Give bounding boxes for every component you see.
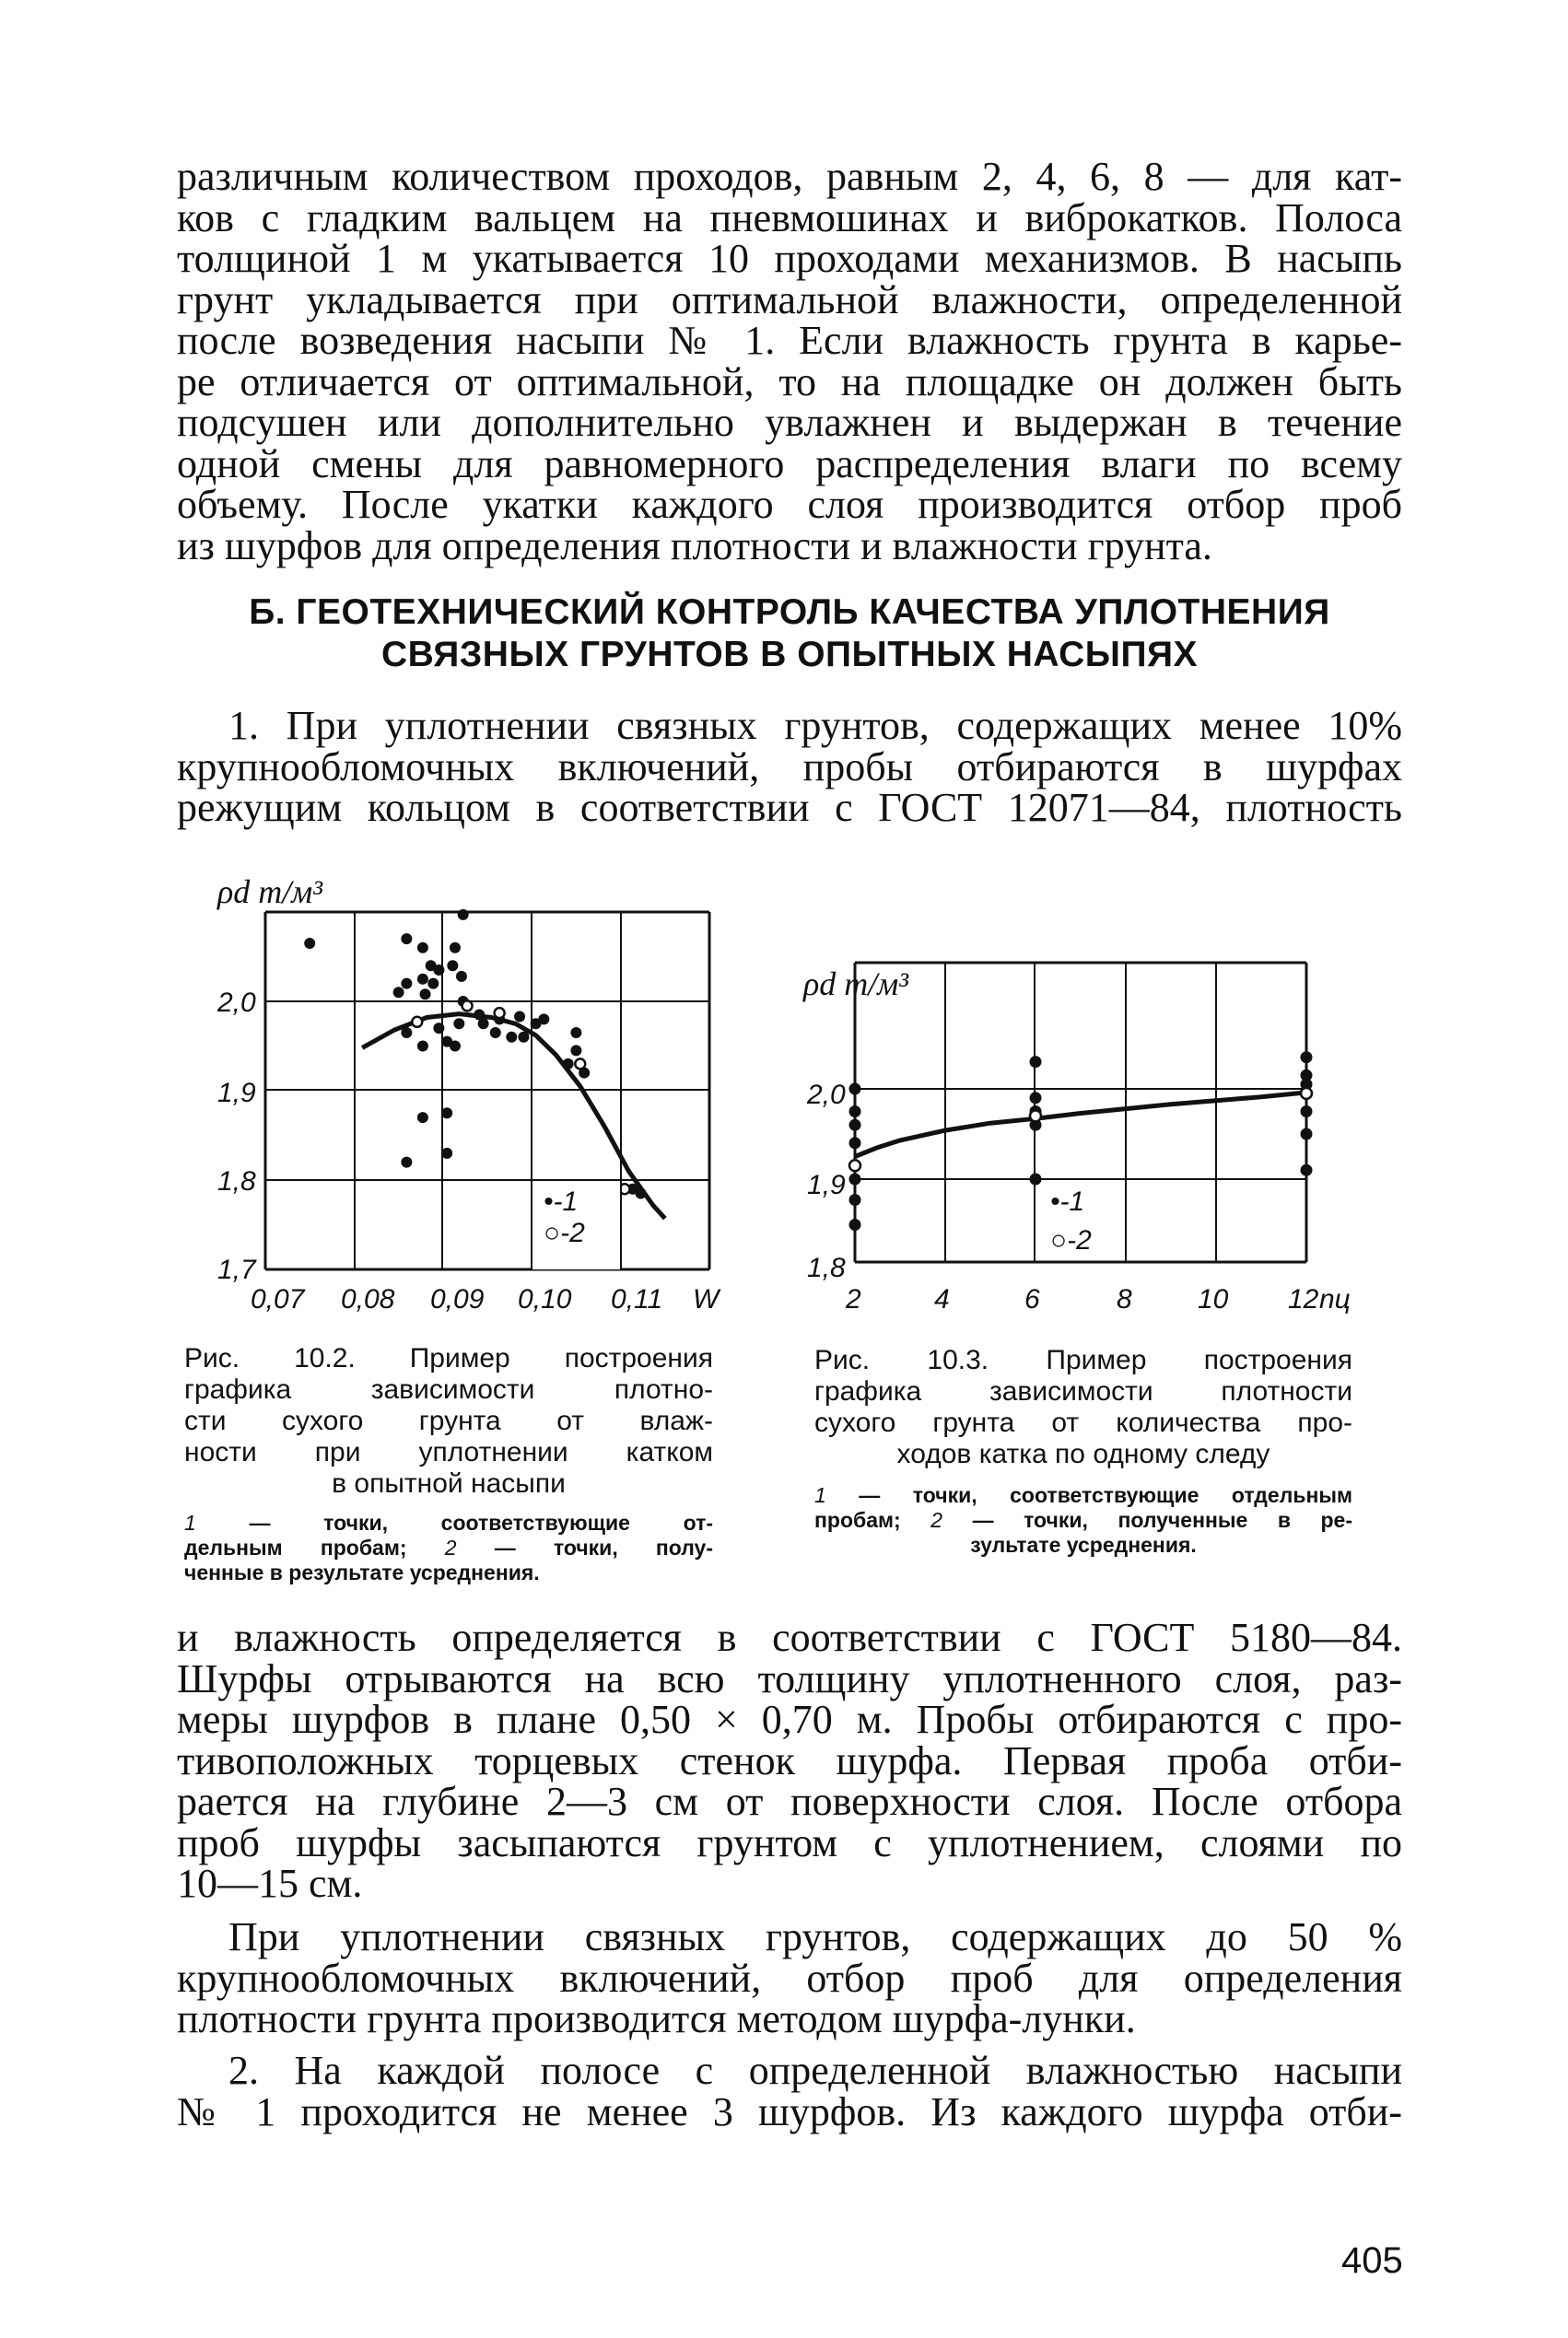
text-line: одной смены для равномерного распределения влаги по всему — [177, 440, 1402, 486]
legend-number: 2 — [444, 1536, 457, 1560]
y-tick-label: 1,7 — [217, 1255, 256, 1285]
caption-line: Рис. 10.2. Пример построения — [184, 1343, 713, 1374]
text-line: ре отличается от оптимальной, то на площадке он должен быть — [177, 358, 1402, 404]
caption-line: Рис. 10.3. Пример построения — [814, 1345, 1352, 1375]
x-tick-label: nц — [1319, 1284, 1351, 1315]
data-point-filled — [417, 942, 428, 953]
text-line: № 1 проходится не менее 3 шурфов. Из каждого шурфа отби- — [177, 2088, 1402, 2134]
data-point-filled — [849, 1194, 861, 1206]
data-point-filled — [427, 978, 439, 989]
note-line: зультате усреднения. — [970, 1533, 1197, 1557]
legend-number: 1 — [184, 1511, 196, 1535]
note-line — [814, 1508, 1352, 1533]
text-line: подсушен или дополнительно увлажнен и выдержан в течение — [177, 400, 1402, 445]
y-tick-label: 1,8 — [807, 1253, 846, 1283]
text-line: плотности грунта производится методом шурфа-лунки. — [177, 1996, 1136, 2041]
data-point-open — [462, 1000, 473, 1011]
x-tick-label: 10 — [1198, 1284, 1229, 1315]
data-point-open — [849, 1160, 860, 1171]
text-line: тивоположных торцевых стенок шурфа. Первая проба отби- — [177, 1737, 1402, 1783]
data-point-filled — [538, 1013, 549, 1024]
data-point-open — [1030, 1110, 1041, 1121]
data-point-open — [495, 1008, 505, 1018]
note-text: — точки, полу- — [494, 1536, 714, 1560]
text-line: При уплотнении связных грунтов, содержащих до 50 % — [228, 1914, 1402, 1959]
text-line: рается на глубине 2—3 см от поверхности слоя. После отбора — [177, 1779, 1402, 1824]
caption-line: сти сухого грунта от влаж- — [184, 1406, 713, 1436]
data-point-filled — [1301, 1051, 1313, 1063]
legend-entry-1: •-1 — [1050, 1187, 1085, 1217]
page-number: 405 — [1341, 2240, 1403, 2281]
data-point-filled — [401, 933, 412, 944]
y-tick-label: 2,0 — [807, 1080, 846, 1110]
data-point-filled — [849, 1105, 861, 1117]
text-line: грунт укладывается при оптимальной влажности, определенной — [177, 276, 1402, 322]
data-point-filled — [304, 938, 315, 949]
data-point-filled — [456, 971, 467, 982]
data-point-filled — [849, 1137, 861, 1149]
text-line: крупнообломочных включений, отбор проб для определения — [177, 1955, 1402, 2001]
data-point-filled — [1301, 1164, 1313, 1176]
data-point-filled — [570, 1027, 581, 1038]
data-point-filled — [849, 1119, 861, 1131]
note-line — [184, 1511, 713, 1536]
note-text: — точки, полученные в ре- — [972, 1508, 1353, 1532]
legend-entry-2: ○-2 — [1050, 1225, 1092, 1256]
data-point-filled — [450, 942, 461, 953]
figure-1-note — [184, 1511, 713, 1585]
text-line: крупнообломочных включений, пробы отбираются в шурфах — [177, 743, 1402, 789]
data-point-filled — [450, 1041, 461, 1052]
note-text: — точки, соответствующие от- — [249, 1511, 714, 1535]
text-line: объему. После укатки каждого слоя производится отбор проб — [177, 482, 1402, 527]
data-point-open — [412, 1017, 422, 1027]
data-point-filled — [849, 1083, 861, 1095]
paragraph-4 — [177, 2048, 1402, 2134]
note-text: дельным пробам; — [184, 1536, 407, 1560]
note-line — [814, 1483, 1352, 1508]
text-line: меры шурфов в плане 0,50 × 0,70 м. Пробы отбираются с про- — [177, 1697, 1402, 1742]
x-tick-label: 0,08 — [341, 1284, 395, 1315]
data-point-filled — [401, 1027, 412, 1038]
x-tick-label: 0,11 — [611, 1284, 663, 1315]
caption-line: графика зависимости плотно- — [184, 1374, 713, 1405]
data-point-filled — [433, 964, 444, 976]
data-point-filled — [453, 1018, 464, 1029]
data-point-filled — [636, 1188, 647, 1199]
data-point-filled — [474, 1010, 485, 1021]
data-point-filled — [1030, 1092, 1042, 1104]
legend-number: 2 — [930, 1508, 943, 1532]
data-point-filled — [458, 909, 469, 920]
note-text: пробам; — [814, 1508, 901, 1532]
x-tick-label: 12 — [1288, 1284, 1319, 1315]
note-line — [184, 1536, 713, 1561]
x-tick-label: 6 — [1024, 1284, 1040, 1315]
data-point-filled — [417, 1112, 428, 1123]
data-point-filled — [518, 1032, 529, 1043]
data-point-filled — [490, 1027, 501, 1038]
data-point-filled — [433, 1023, 444, 1034]
x-tick-label: 8 — [1117, 1284, 1132, 1315]
text-line: проб шурфы засыпаются грунтом с уплотнением, слоями по — [177, 1819, 1402, 1865]
text-line: после возведения насыпи № 1. Если влажность грунта в карье- — [177, 318, 1402, 363]
data-point-filled — [417, 1041, 428, 1052]
trend-curve — [855, 1093, 1306, 1157]
caption-line: графика зависимости плотности — [814, 1376, 1352, 1407]
text-line: 10—15 см. — [177, 1861, 363, 1906]
x-tick-label: 4 — [934, 1284, 950, 1315]
text-line: из шурфов для определения плотности и влажности грунта. — [177, 522, 1212, 568]
x-tick-label: 0,10 — [518, 1284, 572, 1315]
x-tick-label: 0,07 — [251, 1284, 305, 1315]
paragraph-2 — [177, 1615, 1402, 1906]
data-point-filled — [447, 960, 458, 971]
data-point-filled — [570, 1045, 581, 1056]
x-tick-label: W — [693, 1284, 720, 1315]
figure-2-note — [814, 1483, 1352, 1558]
y-tick-label: 1,8 — [217, 1166, 256, 1197]
y-tick-label: 1,9 — [807, 1170, 846, 1200]
data-point-filled — [849, 1219, 861, 1231]
text-line: режущим кольцом в соответствии с ГОСТ 12071—84, плотность — [177, 785, 1402, 830]
caption-line: ходов катка по одному следу — [896, 1439, 1270, 1469]
y-tick-label: 1,9 — [217, 1078, 256, 1108]
text-line: 1. При уплотнении связных грунтов, содержащих менее 10% — [228, 703, 1402, 748]
text-line: 2. На каждой полосе с определенной влажностью насыпи — [228, 2048, 1402, 2093]
data-point-open — [1301, 1088, 1312, 1099]
data-point-filled — [441, 1107, 452, 1118]
data-point-open — [575, 1058, 585, 1069]
data-point-filled — [401, 978, 412, 989]
data-point-filled — [1030, 1056, 1042, 1068]
figure-1-caption — [184, 1343, 713, 1500]
data-point-filled — [417, 974, 428, 985]
data-point-filled — [401, 1157, 412, 1168]
x-tick-label: 2 — [846, 1284, 861, 1315]
legend-entry-2: ○-2 — [544, 1218, 585, 1248]
paragraph-3 — [177, 1914, 1402, 2041]
data-point-filled — [420, 988, 431, 999]
data-point-filled — [393, 987, 404, 998]
legend-entry-1: •-1 — [544, 1187, 579, 1217]
heading-line: Б. ГЕОТЕХНИЧЕСКИЙ КОНТРОЛЬ КАЧЕСТВА УПЛОТНЕНИЯ — [249, 592, 1330, 632]
data-point-filled — [1301, 1105, 1313, 1117]
data-point-filled — [506, 1032, 517, 1043]
note-line: ченные в результате усреднения. — [184, 1561, 540, 1584]
x-tick-label: 0,09 — [430, 1284, 485, 1315]
text-line: ков с гладким вальцем на пневмошинах и виброкатков. Полоса — [177, 194, 1402, 240]
y-axis-label: ρd т/м³ — [217, 873, 323, 910]
figure-2-caption — [814, 1345, 1352, 1470]
caption-line: ности при уплотнении катком — [184, 1437, 713, 1467]
data-point-filled — [441, 1148, 452, 1159]
text-line: и влажность определяется в соответствии с ГОСТ 5180—84. — [177, 1615, 1402, 1660]
note-text: — точки, соответствующие отдельным — [859, 1483, 1353, 1507]
legend-number: 1 — [814, 1483, 826, 1507]
data-point-filled — [1030, 1174, 1042, 1186]
data-point-filled — [849, 1174, 861, 1186]
y-tick-label: 2,0 — [217, 988, 256, 1018]
y-axis-label: ρd т/м³ — [803, 965, 909, 1002]
caption-line: сухого грунта от количества про- — [814, 1408, 1352, 1438]
data-point-filled — [514, 1011, 525, 1022]
text-line: Шурфы отрываются на всю толщину уплотненного слоя, раз- — [177, 1655, 1402, 1701]
caption-line: в опытной насыпи — [332, 1468, 566, 1499]
data-point-filled — [563, 1058, 574, 1070]
heading-line: СВЯЗНЫХ ГРУНТОВ В ОПЫТНЫХ НАСЫПЯХ — [380, 635, 1199, 674]
text-line: различным количеством проходов, равным 2, 4, 6, 8 — для кат- — [177, 154, 1402, 199]
text-line: толщиной 1 м укатывается 10 проходами механизмов. В насыпь — [177, 236, 1402, 281]
data-point-filled — [1301, 1128, 1313, 1140]
